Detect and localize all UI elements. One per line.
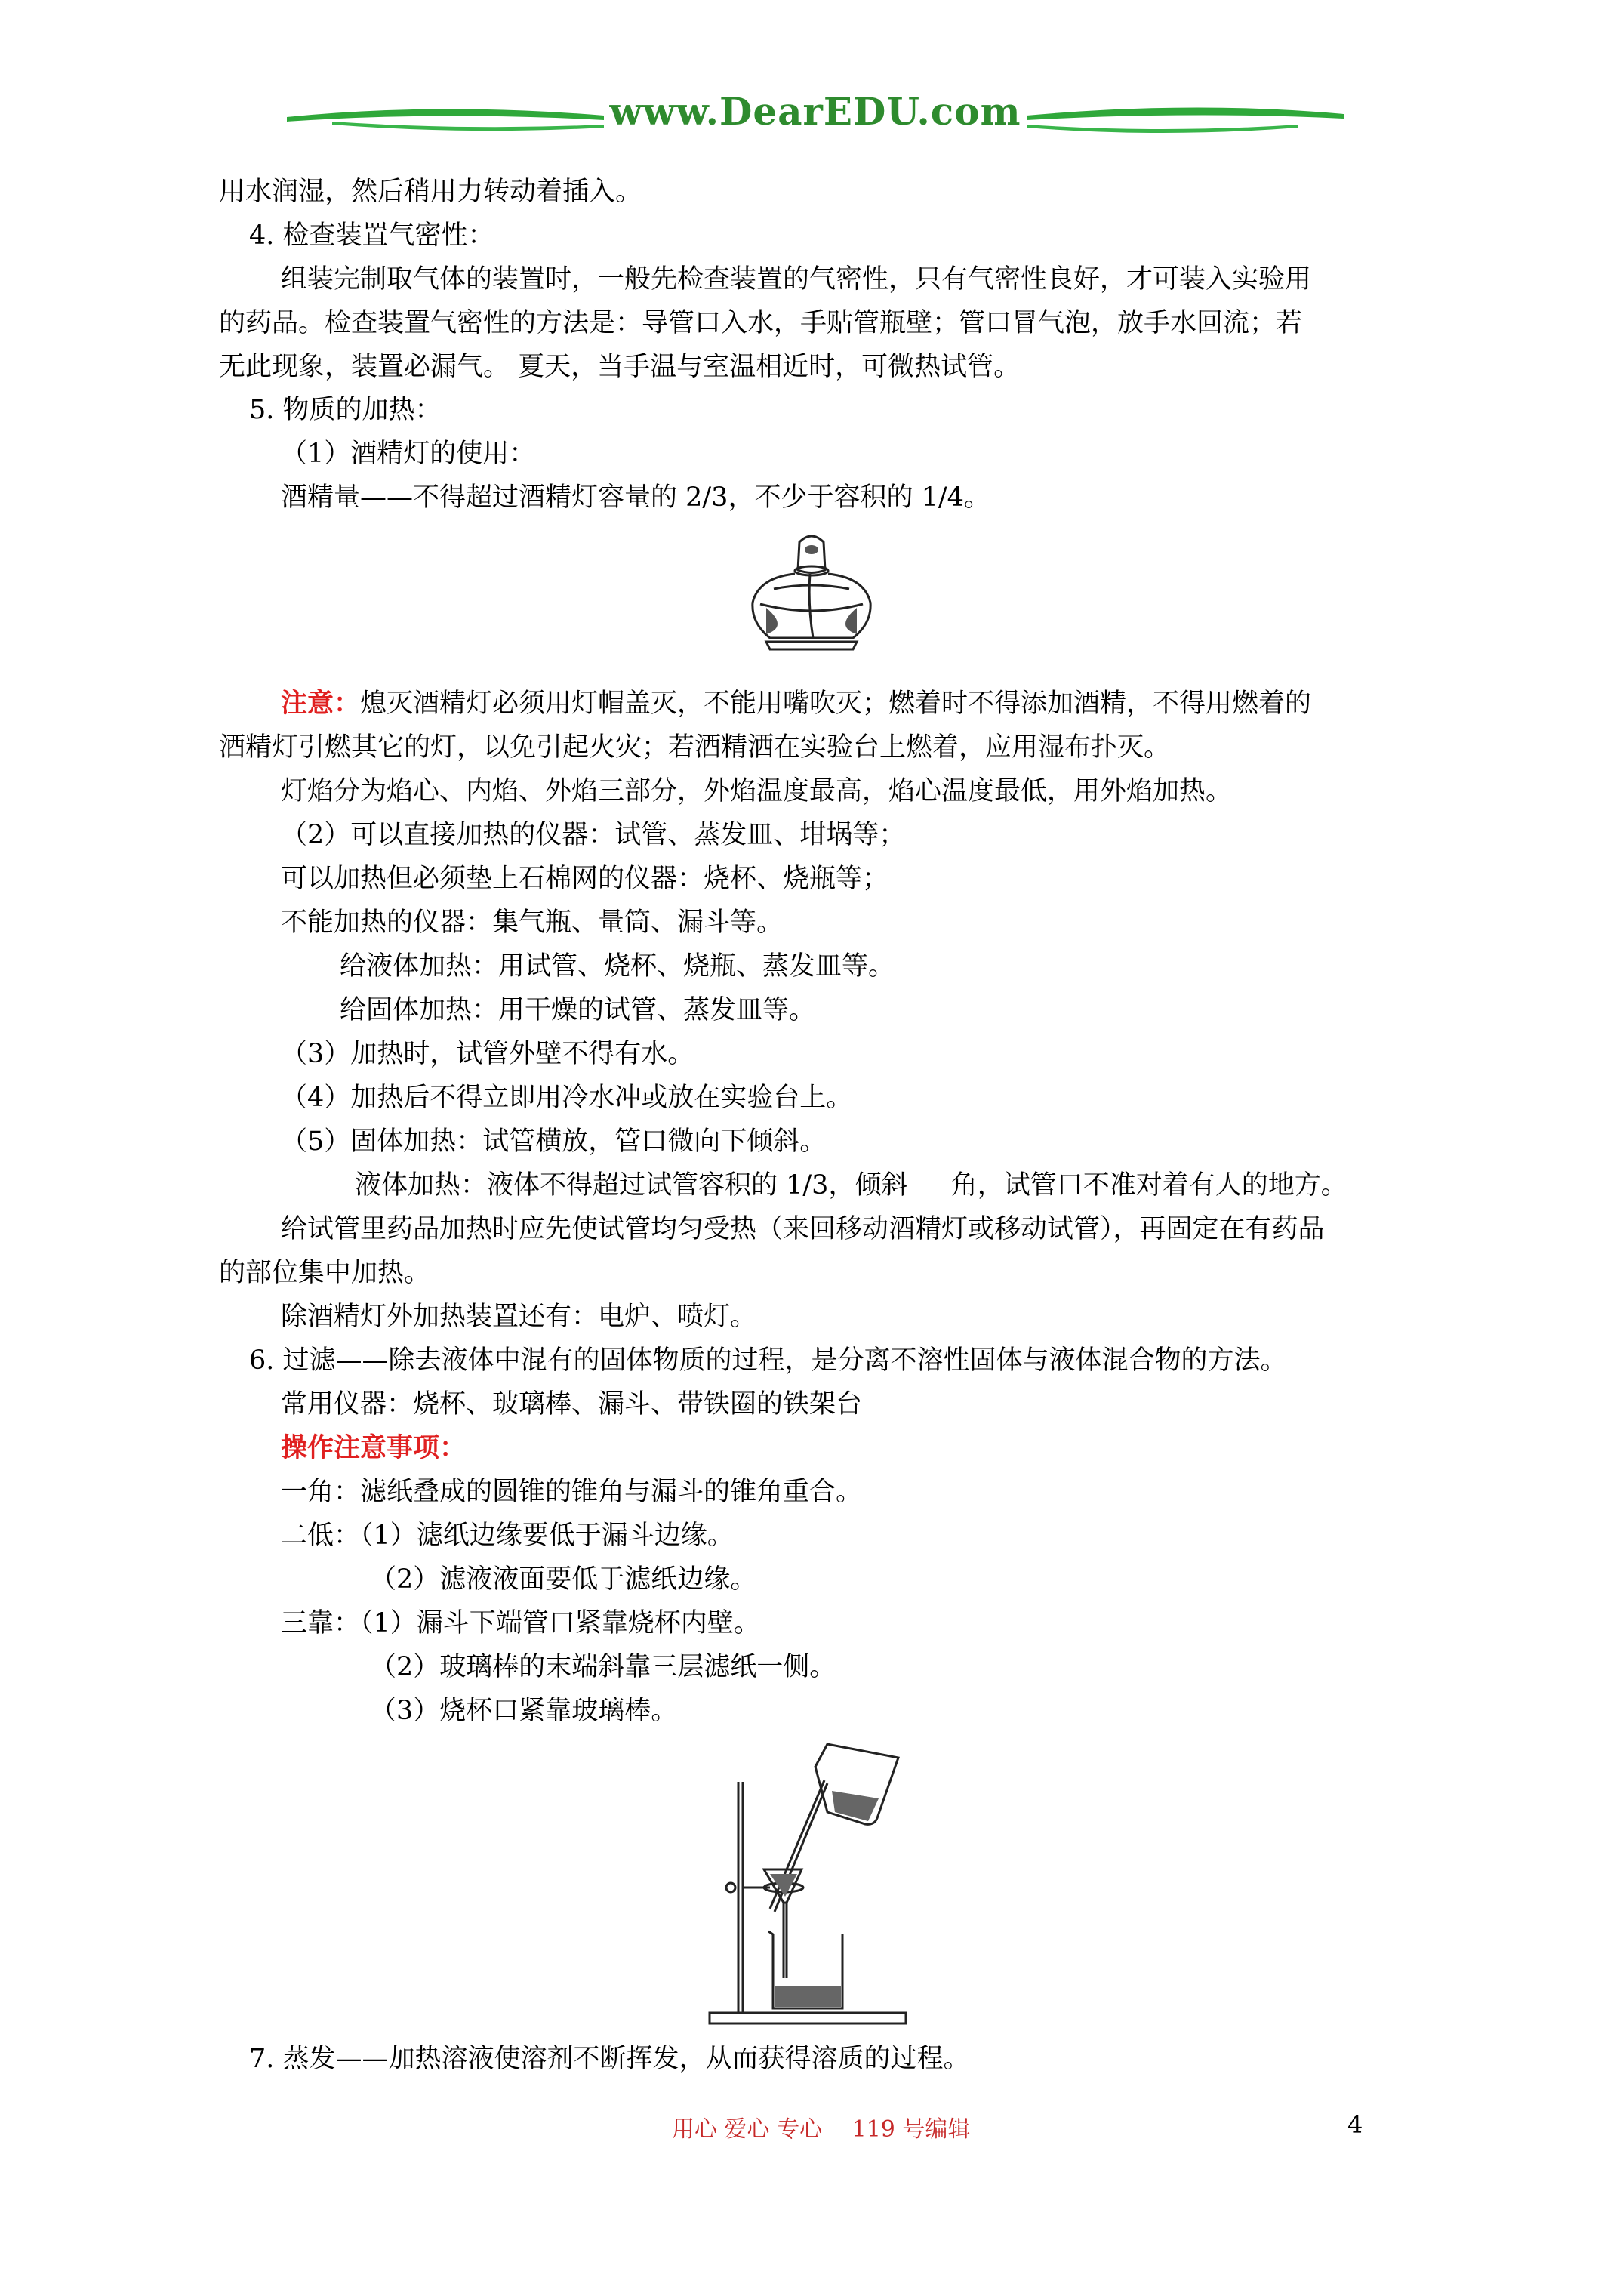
text-line: 用水润湿，然后稍用力转动着插入。 bbox=[219, 177, 642, 207]
rule-line: 一角：滤纸叠成的圆锥的锥角与漏斗的锥角重合。 bbox=[281, 1477, 863, 1507]
rule-line: （3）烧杯口紧靠玻璃棒。 bbox=[370, 1696, 678, 1726]
text-line: 给固体加热：用干燥的试管、蒸发皿等。 bbox=[340, 995, 816, 1025]
text-line: 除酒精灯外加热装置还有：电炉、喷灯。 bbox=[281, 1302, 757, 1332]
text-line: （2）可以直接加热的仪器：试管、蒸发皿、坩埚等； bbox=[281, 820, 906, 850]
text-line: 给试管里药品加热时应先使试管均匀受热（来回移动酒精灯或移动试管），再固定在有药品 bbox=[281, 1214, 1325, 1244]
notice-text: 熄灭酒精灯必须用灯帽盖灭，不能用嘴吹灭；燃着时不得添加酒精，不得用燃着的 bbox=[360, 689, 1312, 719]
notice-line-2: 酒精灯引燃其它的灯，以免引起火灾；若酒精洒在实验台上燃着，应用湿布扑灭。 bbox=[219, 732, 1171, 763]
text-line: 的部位集中加热。 bbox=[219, 1258, 431, 1288]
page-number: 4 bbox=[1347, 2110, 1363, 2139]
caution-heading: 操作注意事项： bbox=[281, 1432, 467, 1463]
rule-line: （2）玻璃棒的末端斜靠三层滤纸一侧。 bbox=[370, 1652, 836, 1682]
text-line: 可以加热但必须垫上石棉网的仪器：烧杯、烧瓶等； bbox=[281, 864, 889, 894]
text-line: （5）固体加热：试管横放，管口微向下倾斜。 bbox=[281, 1126, 827, 1157]
text-line: 给液体加热：用试管、烧杯、烧瓶、蒸发皿等。 bbox=[340, 951, 895, 982]
notice-label: 注意： bbox=[281, 688, 361, 719]
header-site-name: www.DearEDU.com bbox=[609, 89, 1021, 134]
alcohol-lamp-illustration bbox=[744, 529, 879, 661]
footer-text: 用心 爱心 专心 119 号编辑 bbox=[672, 2116, 971, 2143]
filtration-apparatus-illustration bbox=[694, 1737, 944, 2031]
text-line: 无此现象，装置必漏气。 夏天，当手温与室温相近时，可微热试管。 bbox=[219, 352, 1021, 382]
section-heading: 4. 检查装置气密性： bbox=[249, 220, 494, 251]
rule-line: 二低：（1）滤纸边缘要低于漏斗边缘。 bbox=[281, 1521, 734, 1551]
notice-line-1 bbox=[281, 687, 1311, 720]
text-line: （4）加热后不得立即用冷水冲或放在实验台上。 bbox=[281, 1083, 853, 1113]
text-line: 液体加热：液体不得超过试管容积的 1/3，倾斜 角，试管口不准对着有人的地方。 bbox=[355, 1170, 1347, 1200]
section-heading: 6. 过滤——除去液体中混有的固体物质的过程，是分离不溶性固体与液体混合物的方法。 bbox=[249, 1345, 1287, 1376]
text-line: 不能加热的仪器：集气瓶、量筒、漏斗等。 bbox=[281, 908, 784, 938]
text-line: 的药品。检查装置气密性的方法是：导管口入水，手贴管瓶壁；管口冒气泡，放手水回流；若 bbox=[219, 308, 1303, 338]
section-heading: 5. 物质的加热： bbox=[249, 395, 442, 425]
text-line: （3）加热时，试管外壁不得有水。 bbox=[281, 1039, 694, 1069]
rule-line: （2）滤液液面要低于滤纸边缘。 bbox=[370, 1564, 757, 1595]
text-line: 灯焰分为焰心、内焰、外焰三部分，外焰温度最高，焰心温度最低，用外焰加热。 bbox=[281, 776, 1233, 806]
text-line: 组装完制取气体的装置时，一般先检查装置的气密性，只有气密性良好，才可装入实验用 bbox=[281, 264, 1312, 294]
section-heading: 7. 蒸发——加热溶液使溶剂不断挥发，从而获得溶质的过程。 bbox=[249, 2044, 970, 2074]
rule-line: 三靠：（1）漏斗下端管口紧靠烧杯内壁。 bbox=[281, 1608, 760, 1638]
subsection-heading: （1）酒精灯的使用： bbox=[281, 439, 536, 469]
text-line: 酒精量——不得超过酒精灯容量的 2/3，不少于容积的 1/4。 bbox=[281, 482, 990, 513]
text-line: 常用仪器：烧杯、玻璃棒、漏斗、带铁圈的铁架台 bbox=[281, 1389, 863, 1419]
